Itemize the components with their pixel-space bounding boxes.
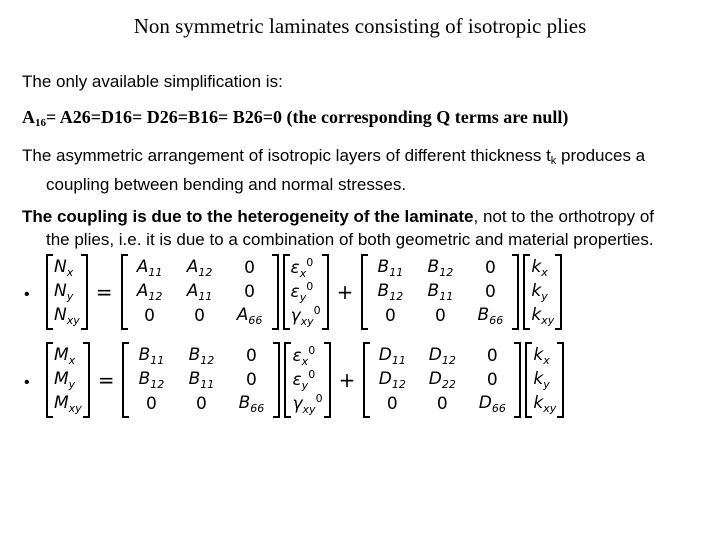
first-matrix <box>122 342 280 418</box>
first-matrix-entry: $A_{66}$ <box>236 305 263 327</box>
first-matrix-entry: $A_{11}$ <box>136 257 163 279</box>
first-matrix-entry: 0 <box>246 370 257 390</box>
strain-vector-entry: $\varepsilon_y^0$ <box>292 368 316 392</box>
curvature-vector-entry: $k_x$ <box>531 257 548 279</box>
curvature-vector-entry: $k_y$ <box>533 369 550 391</box>
second-matrix-entry: $B_{11}$ <box>377 257 404 279</box>
lhs-vector <box>46 342 90 418</box>
strain-vector-entry: $\varepsilon_x^0$ <box>290 256 314 280</box>
curvature-vector-entry: $k_{xy}$ <box>531 305 555 327</box>
strain-vector <box>283 254 329 330</box>
force-equation <box>46 250 562 334</box>
first-matrix-entry: 0 <box>246 346 257 366</box>
lhs-vector <box>46 254 88 330</box>
second-matrix <box>363 342 521 418</box>
curvature-vector-entry: $k_x$ <box>533 345 550 367</box>
plus-sign: + <box>336 280 354 304</box>
first-matrix-entry: 0 <box>244 282 255 302</box>
first-matrix-entry: $B_{12}$ <box>188 345 215 367</box>
bullet-2: • <box>24 374 30 391</box>
first-matrix-entry: $B_{11}$ <box>188 369 215 391</box>
strain-vector-entry: $\gamma_{xy}^0$ <box>290 304 321 328</box>
second-matrix-entry: 0 <box>484 258 496 278</box>
moment-equation <box>46 338 564 422</box>
lhs-vector-entry: $N_{xy}$ <box>54 305 80 327</box>
first-matrix-entry: $B_{12}$ <box>138 369 165 391</box>
first-matrix-entry: 0 <box>146 394 157 414</box>
second-matrix-entry: $D_{66}$ <box>478 393 506 415</box>
first-matrix-entry: 0 <box>144 306 155 326</box>
first-matrix-entry: $B_{66}$ <box>238 393 265 415</box>
strain-vector-entry: $\varepsilon_y^0$ <box>290 280 314 304</box>
lhs-vector-entry: $N_y$ <box>54 281 74 303</box>
curvature-vector-entry: $k_{xy}$ <box>533 393 557 415</box>
second-matrix-entry: $D_{12}$ <box>428 345 456 367</box>
second-matrix-entry: 0 <box>436 394 448 414</box>
lhs-vector-entry: $M_x$ <box>54 345 76 367</box>
curvature-vector <box>525 342 564 418</box>
second-matrix-entry: $B_{12}$ <box>377 281 404 303</box>
curvature-vector-entry: $k_y$ <box>531 281 548 303</box>
second-matrix <box>361 254 519 330</box>
curvature-vector <box>523 254 562 330</box>
second-matrix-entry: 0 <box>484 282 496 302</box>
simplification-rest: = A26=D16= D26=B16= B26=0 (the corresponding Q terms are null) <box>46 107 569 127</box>
first-matrix-entry: $A_{12}$ <box>186 257 213 279</box>
plus-sign: + <box>338 368 356 392</box>
strain-vector-entry: $\gamma_{xy}^0$ <box>292 392 323 416</box>
second-matrix-entry: $D_{12}$ <box>378 369 406 391</box>
simplification-equation: $A_{16}= A26=D16= D26=B16= B26=0$ (the corresponding Q terms are null) <box>22 107 569 129</box>
lhs-vector-entry: $M_{xy}$ <box>54 393 82 415</box>
first-matrix <box>121 254 279 330</box>
second-matrix-entry: 0 <box>384 306 396 326</box>
equals-sign: = <box>97 368 115 392</box>
second-matrix-entry: $B_{66}$ <box>477 305 504 327</box>
asymmetric-paragraph: The asymmetric arrangement of isotropic layers of different thickness $t_k$ produces a coupling between bending and normal stresses. <box>22 146 646 194</box>
strain-vector <box>284 342 330 418</box>
slide-title: Non symmetric laminates consisting of isotropic plies <box>133 14 587 38</box>
second-matrix-entry: $B_{11}$ <box>427 281 454 303</box>
first-matrix-entry: 0 <box>244 258 255 278</box>
second-matrix-entry: $B_{12}$ <box>427 257 454 279</box>
equals-sign: = <box>95 280 113 304</box>
second-matrix-entry: $D_{22}$ <box>428 369 456 391</box>
coupling-paragraph: The coupling is due to the heterogeneity of the laminate, not to the orthotropy of the plies, i.e. it is due to a combination of both geometric and material properties. <box>22 207 655 249</box>
bullet-1: • <box>24 286 30 303</box>
first-matrix-entry: $B_{11}$ <box>138 345 165 367</box>
second-matrix-entry: 0 <box>434 306 446 326</box>
strain-vector-entry: $\varepsilon_x^0$ <box>292 344 316 368</box>
first-matrix-entry: $A_{12}$ <box>136 281 163 303</box>
lhs-vector-entry: $M_y$ <box>54 369 76 391</box>
simplification-intro: The only available simplification is: <box>22 72 283 91</box>
second-matrix-entry: 0 <box>486 370 498 390</box>
first-matrix-entry: 0 <box>196 394 207 414</box>
coupling-bold: The coupling is due to the heterogeneity of the laminate <box>22 207 474 226</box>
second-matrix-entry: $D_{11}$ <box>378 345 406 367</box>
second-matrix-entry: 0 <box>486 346 498 366</box>
second-matrix-entry: 0 <box>386 394 398 414</box>
first-matrix-entry: $A_{11}$ <box>186 281 213 303</box>
first-matrix-entry: 0 <box>194 306 205 326</box>
lhs-vector-entry: $N_x$ <box>54 257 74 279</box>
